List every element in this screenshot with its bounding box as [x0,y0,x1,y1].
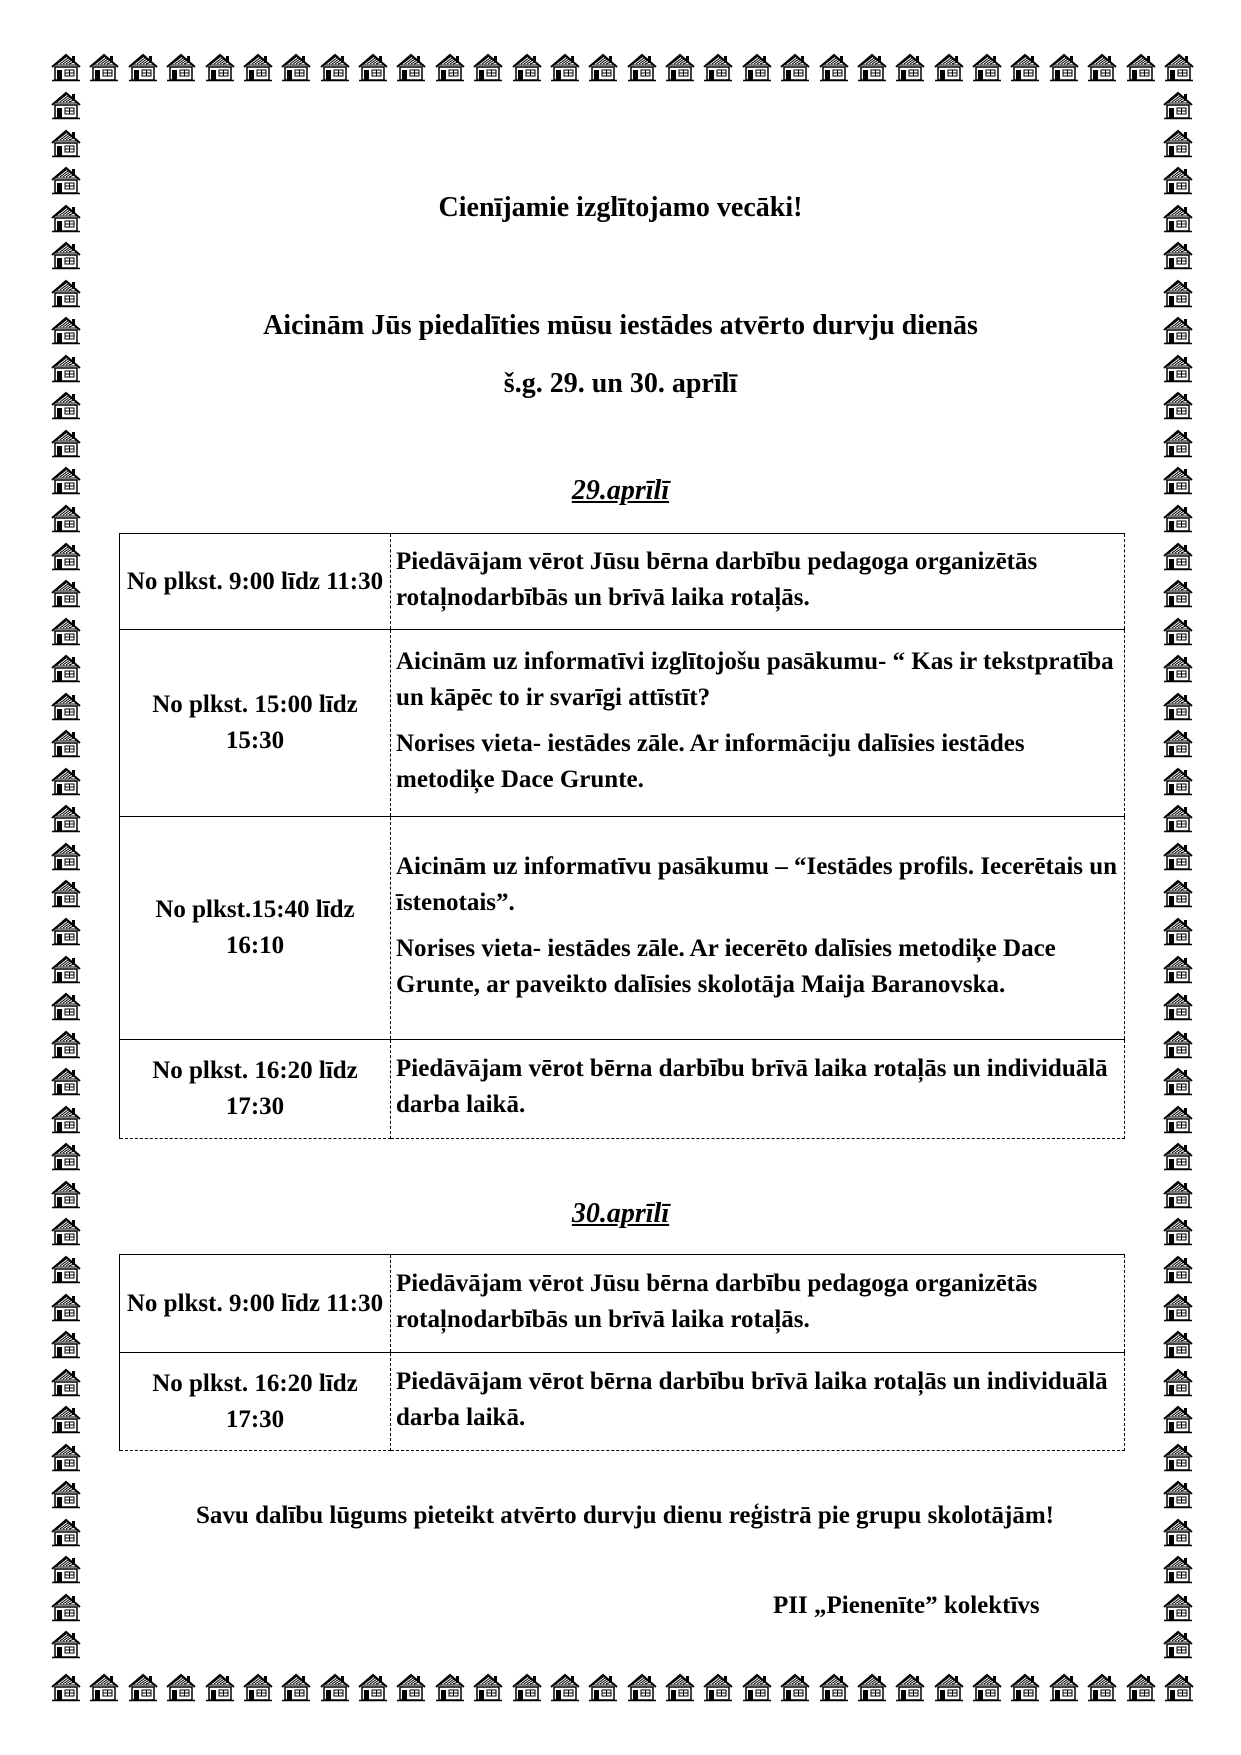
house-icon [894,1672,926,1702]
house-icon [587,52,619,82]
house-icon [1162,616,1194,646]
house-icon [933,52,965,82]
description-paragraph: Piedāvājam vērot bērna darbību brīvā laika rotaļās un individuālā darba laikā. [396,1055,1108,1118]
border-top [50,52,1195,82]
table-row [120,630,1125,817]
house-icon [1162,1592,1194,1622]
table-row [120,817,1125,1040]
house-icon [1162,503,1194,533]
house-icon [1162,1404,1194,1434]
border-bottom [50,1672,1195,1702]
house-icon [50,1404,82,1434]
house-icon [50,1517,82,1547]
house-icon [1162,428,1194,458]
house-icon [50,578,82,608]
house-icon [127,52,159,82]
house-icon [1162,541,1194,571]
house-icon [702,52,734,82]
house-icon [50,841,82,871]
house-icon [933,1672,965,1702]
house-icon [511,52,543,82]
house-icon [511,1672,543,1702]
greeting: Cienījamie izglītojamo vecāki! [438,192,803,223]
invitation-line-1: Aicinām Jūs piedalīties mūsu iestādes atvērto durvju dienās [263,310,978,341]
house-icon [1162,803,1194,833]
house-icon [1048,1672,1080,1702]
house-icon [856,1672,888,1702]
house-icon [1125,1672,1157,1702]
table-row [120,1353,1125,1451]
house-icon [88,52,120,82]
house-icon [50,278,82,308]
house-icon [1162,1554,1194,1584]
house-icon [1162,240,1194,270]
house-icon [1162,128,1194,158]
house-icon [1162,653,1194,683]
house-icon [818,52,850,82]
house-icon [50,1029,82,1059]
house-icon [587,1672,619,1702]
house-icon [88,1672,120,1702]
house-icon [204,52,236,82]
house-icon [856,52,888,82]
house-icon [127,1672,159,1702]
description-paragraph: Norises vieta- iestādes zāle. Ar informāciju dalīsies iestādes metodiķe Dace Grunte. [396,730,1025,793]
house-icon [50,653,82,683]
house-icon [549,1672,581,1702]
house-icon [50,616,82,646]
closing-note: Savu dalību lūgums pieteikt atvērto durvju dienu reģistrā pie grupu skolotājām! [196,1502,1054,1529]
description-cell [391,1255,1125,1353]
house-icon [50,878,82,908]
house-icon [1162,878,1194,908]
house-icon [50,691,82,721]
house-icon [1162,278,1194,308]
house-icon [1162,1479,1194,1509]
house-icon [1162,1104,1194,1134]
house-icon [434,52,466,82]
house-icon [1162,90,1194,120]
day1-schedule-table [119,533,1125,1139]
house-icon [664,52,696,82]
description-cell [391,817,1125,1040]
house-icon [50,1329,82,1359]
house-icon [50,503,82,533]
house-icon [165,52,197,82]
house-icon [319,1672,351,1702]
house-icon [357,1672,389,1702]
house-icon [664,1672,696,1702]
house-icon [50,954,82,984]
house-icon [434,1672,466,1702]
house-icon [319,52,351,82]
house-icon [50,1442,82,1472]
house-icon [1163,52,1195,82]
house-icon [50,90,82,120]
house-icon [50,916,82,946]
house-icon [702,1672,734,1702]
house-icon [50,428,82,458]
description-paragraph: Aicinām uz informatīvi izglītojošu pasākumu- “ Kas ir tekstpratība un kāpēc to ir svarīgi attīstīt? [396,648,1114,711]
house-icon [50,1141,82,1171]
house-icon [1162,1517,1194,1547]
house-icon [50,1254,82,1284]
house-icon [1162,1329,1194,1359]
house-icon [165,1672,197,1702]
house-icon [50,1479,82,1509]
house-icon [50,165,82,195]
house-icon [779,52,811,82]
house-icon [50,1672,82,1702]
house-icon [50,1292,82,1322]
time-cell: No plkst. 15:00 līdz 15:30 [120,630,391,817]
house-icon [1162,841,1194,871]
house-icon [50,128,82,158]
house-icon [1162,1066,1194,1096]
house-icon [50,240,82,270]
house-icon [357,52,389,82]
table-row [120,534,1125,630]
house-icon [50,541,82,571]
house-icon [1162,991,1194,1021]
house-icon [1162,1254,1194,1284]
house-icon [280,1672,312,1702]
house-icon [472,52,504,82]
house-icon [1162,1367,1194,1397]
house-icon [1162,1292,1194,1322]
house-icon [741,52,773,82]
house-icon [1162,916,1194,946]
house-icon [1009,52,1041,82]
house-icon [1162,1629,1194,1659]
description-paragraph: Aicinām uz informatīvu pasākumu – “Iestādes profils. Iecerētais un īstenotais”. [396,853,1118,916]
description-paragraph: Piedāvājam vērot Jūsu bērna darbību pedagoga organizētās rotaļnodarbībās un brīvā laika rotaļās. [396,547,1038,611]
house-icon [204,1672,236,1702]
house-icon [626,1672,658,1702]
house-icon [50,803,82,833]
house-icon [1162,691,1194,721]
house-icon [1162,165,1194,195]
house-icon [1162,1141,1194,1171]
house-icon [395,1672,427,1702]
house-icon [50,766,82,796]
description-cell [391,630,1125,817]
signature: PII „Pienenīte” kolektīvs [773,1592,1040,1619]
house-icon [50,1592,82,1622]
time-cell: No plkst. 16:20 līdz 17:30 [120,1353,391,1451]
house-icon [1162,954,1194,984]
house-icon [395,52,427,82]
house-icon [894,52,926,82]
house-icon [242,52,274,82]
house-icon [50,728,82,758]
house-icon [472,1672,504,1702]
day2-schedule-table [119,1254,1125,1451]
house-icon [50,1066,82,1096]
time-cell: No plkst. 9:00 līdz 11:30 [120,1255,391,1353]
day2-date-heading: 30.aprīlī [571,1198,670,1229]
house-icon [1162,766,1194,796]
house-icon [741,1672,773,1702]
description-paragraph: Norises vieta- iestādes zāle. Ar iecerēto dalīsies metodiķe Dace Grunte, ar paveikto dalīsies skolotāja Maija Baranovska. [396,935,1056,998]
house-icon [1162,1029,1194,1059]
house-icon [242,1672,274,1702]
table-row [120,1040,1125,1139]
description-paragraph: Piedāvājam vērot Jūsu bērna darbību pedagoga organizētās rotaļnodarbībās un brīvā laika rotaļās. [396,1269,1038,1333]
description-paragraph: Piedāvājam vērot bērna darbību brīvā laika rotaļās un individuālā darba laikā. [396,1367,1108,1431]
description-cell [391,1353,1125,1451]
invitation-line-2: š.g. 29. un 30. aprīlī [503,368,738,399]
house-icon [50,1554,82,1584]
house-icon [1162,1442,1194,1472]
house-icon [50,1104,82,1134]
house-icon [50,1367,82,1397]
day1-date-heading: 29.aprīlī [571,475,670,506]
time-cell: No plkst.15:40 līdz 16:10 [120,817,391,1040]
house-icon [1048,52,1080,82]
description-cell [391,534,1125,630]
house-icon [50,1629,82,1659]
house-icon [50,991,82,1021]
description-cell [391,1040,1125,1139]
house-icon [818,1672,850,1702]
house-icon [1086,52,1118,82]
time-cell: No plkst. 16:20 līdz 17:30 [120,1040,391,1139]
house-icon [1086,1672,1118,1702]
house-icon [971,52,1003,82]
house-icon [971,1672,1003,1702]
house-icon [1125,52,1157,82]
house-icon [626,52,658,82]
house-icon [50,52,82,82]
house-icon [1162,728,1194,758]
time-cell: No plkst. 9:00 līdz 11:30 [120,534,391,630]
table-row [120,1255,1125,1353]
house-icon [1162,578,1194,608]
house-icon [549,52,581,82]
house-icon [280,52,312,82]
house-icon [1009,1672,1041,1702]
house-icon [779,1672,811,1702]
house-icon [1163,1672,1195,1702]
